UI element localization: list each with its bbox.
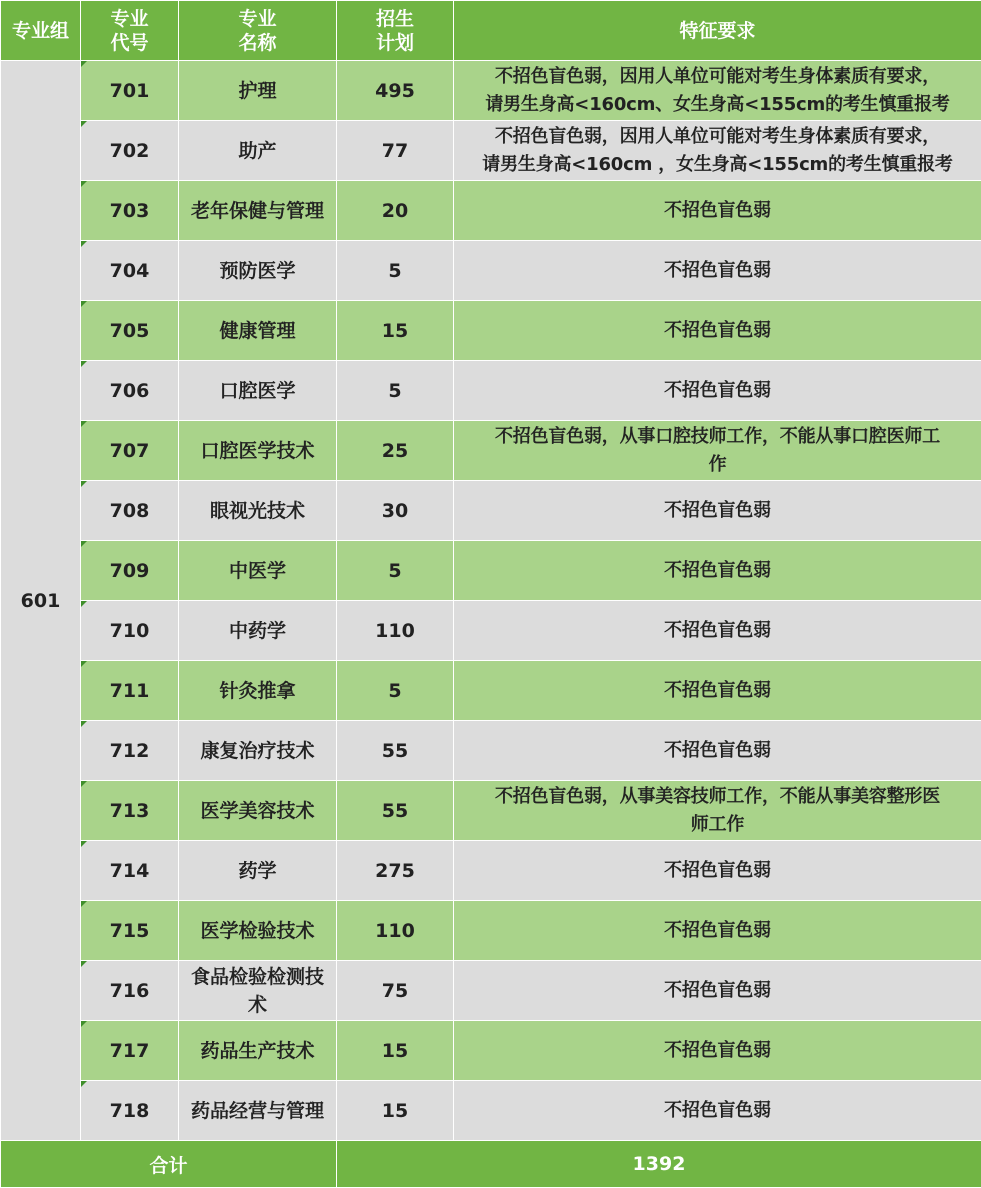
major-code-cell [81, 241, 179, 301]
enrollment-plan: 77 [337, 121, 454, 181]
header-plan-line-2: 计划 [337, 31, 453, 55]
table-row [1, 901, 981, 961]
requirement-line: 不招色盲色弱，因用人单位可能对考生身体素质有要求， [456, 123, 979, 151]
requirements-cell [454, 601, 981, 661]
major-code: 714 [110, 860, 150, 882]
major-name-cell: 医学检验技术 [179, 901, 337, 961]
major-code-cell [81, 1021, 179, 1081]
table-row [1, 361, 981, 421]
requirements-cell [454, 121, 981, 181]
requirement-line: 请男生身高<160cm ，女生身高<155cm的考生慎重报考 [456, 151, 979, 179]
total-row [1, 1141, 981, 1188]
enrollment-plan: 55 [337, 721, 454, 781]
table-row [1, 1021, 981, 1081]
requirements-cell [454, 721, 981, 781]
requirements-cell [454, 181, 981, 241]
major-name-cell: 药品生产技术 [179, 1021, 337, 1081]
enrollment-plan: 5 [337, 541, 454, 601]
requirements-cell [454, 541, 981, 601]
major-code: 706 [110, 380, 150, 402]
corner-marker-icon [81, 841, 87, 847]
requirements-cell [454, 1081, 981, 1141]
requirements-cell [454, 241, 981, 301]
major-name-cell: 健康管理 [179, 301, 337, 361]
corner-marker-icon [81, 601, 87, 607]
header-name [179, 1, 337, 61]
corner-marker-icon [81, 241, 87, 247]
major-name-cell: 康复治疗技术 [179, 721, 337, 781]
major-code-cell [81, 841, 179, 901]
corner-marker-icon [81, 961, 87, 967]
corner-marker-icon [81, 901, 87, 907]
requirement-line: 不招色盲色弱 [456, 857, 979, 885]
table-row [1, 181, 981, 241]
major-code: 712 [110, 740, 150, 762]
total-label: 合计 [1, 1141, 337, 1188]
major-code: 709 [110, 560, 150, 582]
major-name-cell: 药品经营与管理 [179, 1081, 337, 1141]
header-plan-line-1: 招生 [337, 7, 453, 31]
major-code-cell [81, 1081, 179, 1141]
enrollment-plan: 110 [337, 601, 454, 661]
corner-marker-icon [81, 301, 87, 307]
table-row [1, 661, 981, 721]
major-code: 705 [110, 320, 150, 342]
header-code [81, 1, 179, 61]
requirements-cell [454, 421, 981, 481]
enrollment-plan: 55 [337, 781, 454, 841]
major-name-cell: 预防医学 [179, 241, 337, 301]
group-cell: 601 [1, 61, 81, 1141]
table-row [1, 721, 981, 781]
major-code-cell [81, 961, 179, 1021]
requirement-line: 不招色盲色弱 [456, 1097, 979, 1125]
major-code: 708 [110, 500, 150, 522]
corner-marker-icon [81, 1081, 87, 1087]
major-code-cell [81, 601, 179, 661]
major-code-cell [81, 361, 179, 421]
requirement-line: 不招色盲色弱，因用人单位可能对考生身体素质有要求， [456, 63, 979, 91]
enrollment-plan: 75 [337, 961, 454, 1021]
corner-marker-icon [81, 781, 87, 787]
major-code-cell [81, 541, 179, 601]
requirements-cell [454, 1021, 981, 1081]
major-code: 716 [110, 980, 150, 1002]
table-row [1, 1081, 981, 1141]
table-row [1, 121, 981, 181]
header-name-line-1: 专业 [179, 7, 336, 31]
header-code-line-2: 代号 [81, 31, 178, 55]
major-code-cell [81, 301, 179, 361]
requirements-cell [454, 901, 981, 961]
major-name-cell: 医学美容技术 [179, 781, 337, 841]
table-row [1, 301, 981, 361]
table-row [1, 601, 981, 661]
table-row [1, 481, 981, 541]
table-body [1, 61, 981, 1141]
requirement-line: 不招色盲色弱 [456, 197, 979, 225]
enrollment-plan: 110 [337, 901, 454, 961]
major-code-cell [81, 181, 179, 241]
major-code-cell [81, 421, 179, 481]
table-row [1, 961, 981, 1021]
major-code-cell [81, 121, 179, 181]
corner-marker-icon [81, 481, 87, 487]
header-group: 专业组 [1, 1, 81, 61]
major-code: 713 [110, 800, 150, 822]
major-code: 710 [110, 620, 150, 642]
table-row [1, 241, 981, 301]
major-code-cell [81, 661, 179, 721]
requirement-line: 不招色盲色弱 [456, 737, 979, 765]
enrollment-plan: 15 [337, 301, 454, 361]
major-name-cell: 护理 [179, 61, 337, 121]
header-row [1, 1, 981, 61]
requirements-cell [454, 301, 981, 361]
major-code-cell [81, 61, 179, 121]
header-requirements: 特征要求 [454, 1, 981, 61]
enrollment-plan: 495 [337, 61, 454, 121]
requirement-line: 不招色盲色弱 [456, 377, 979, 405]
enrollment-plan: 5 [337, 661, 454, 721]
major-name-cell: 针灸推拿 [179, 661, 337, 721]
corner-marker-icon [81, 661, 87, 667]
enrollment-plan: 5 [337, 241, 454, 301]
requirement-line: 师工作 [456, 811, 979, 839]
major-code: 704 [110, 260, 150, 282]
corner-marker-icon [81, 121, 87, 127]
corner-marker-icon [81, 541, 87, 547]
requirement-line: 不招色盲色弱 [456, 677, 979, 705]
requirements-cell [454, 61, 981, 121]
major-name-cell: 口腔医学技术 [179, 421, 337, 481]
requirement-line: 不招色盲色弱 [456, 497, 979, 525]
requirement-line: 不招色盲色弱 [456, 557, 979, 585]
enrollment-plan: 20 [337, 181, 454, 241]
header-name-line-2: 名称 [179, 31, 336, 55]
enrollment-plan: 5 [337, 361, 454, 421]
enrollment-plan: 30 [337, 481, 454, 541]
table-row [1, 841, 981, 901]
table-row [1, 541, 981, 601]
major-name-cell: 口腔医学 [179, 361, 337, 421]
table-row [1, 61, 981, 121]
header-plan [337, 1, 454, 61]
major-code-cell [81, 781, 179, 841]
major-name-cell: 老年保健与管理 [179, 181, 337, 241]
requirements-cell [454, 361, 981, 421]
requirement-line: 不招色盲色弱 [456, 917, 979, 945]
major-name-cell: 中医学 [179, 541, 337, 601]
corner-marker-icon [81, 1021, 87, 1027]
requirement-line: 作 [456, 451, 979, 479]
major-code: 711 [110, 680, 150, 702]
requirements-cell [454, 841, 981, 901]
major-code: 703 [110, 200, 150, 222]
major-code-cell [81, 721, 179, 781]
requirement-line: 不招色盲色弱 [456, 977, 979, 1005]
requirement-line: 不招色盲色弱 [456, 1037, 979, 1065]
major-code: 717 [110, 1040, 150, 1062]
requirement-line: 不招色盲色弱，从事口腔技师工作，不能从事口腔医师工 [456, 423, 979, 451]
enrollment-plan: 15 [337, 1081, 454, 1141]
requirements-cell [454, 481, 981, 541]
requirement-line: 请男生身高<160cm、女生身高<155cm的考生慎重报考 [456, 91, 979, 119]
major-name-line: 食品检验检测技 [179, 963, 336, 991]
major-code: 715 [110, 920, 150, 942]
corner-marker-icon [81, 361, 87, 367]
major-code: 707 [110, 440, 150, 462]
major-code: 702 [110, 140, 150, 162]
major-name-cell: 眼视光技术 [179, 481, 337, 541]
requirements-cell [454, 781, 981, 841]
total-value: 1392 [337, 1141, 981, 1188]
corner-marker-icon [81, 181, 87, 187]
requirement-line: 不招色盲色弱 [456, 317, 979, 345]
enrollment-plan: 275 [337, 841, 454, 901]
requirement-line: 不招色盲色弱 [456, 617, 979, 645]
major-name-cell: 助产 [179, 121, 337, 181]
major-code-cell [81, 901, 179, 961]
major-name-cell [179, 961, 337, 1021]
requirements-cell [454, 961, 981, 1021]
corner-marker-icon [81, 421, 87, 427]
requirement-line: 不招色盲色弱 [456, 257, 979, 285]
major-name-line: 术 [179, 991, 336, 1019]
requirements-cell [454, 661, 981, 721]
table-row [1, 781, 981, 841]
major-name-cell: 药学 [179, 841, 337, 901]
major-name-cell: 中药学 [179, 601, 337, 661]
enrollment-plan: 15 [337, 1021, 454, 1081]
enrollment-plan: 25 [337, 421, 454, 481]
major-code-cell [81, 481, 179, 541]
table-row [1, 421, 981, 481]
requirement-line: 不招色盲色弱，从事美容技师工作，不能从事美容整形医 [456, 783, 979, 811]
major-code: 718 [110, 1100, 150, 1122]
header-code-line-1: 专业 [81, 7, 178, 31]
major-code: 701 [110, 80, 150, 102]
corner-marker-icon [81, 61, 87, 67]
corner-marker-icon [81, 721, 87, 727]
